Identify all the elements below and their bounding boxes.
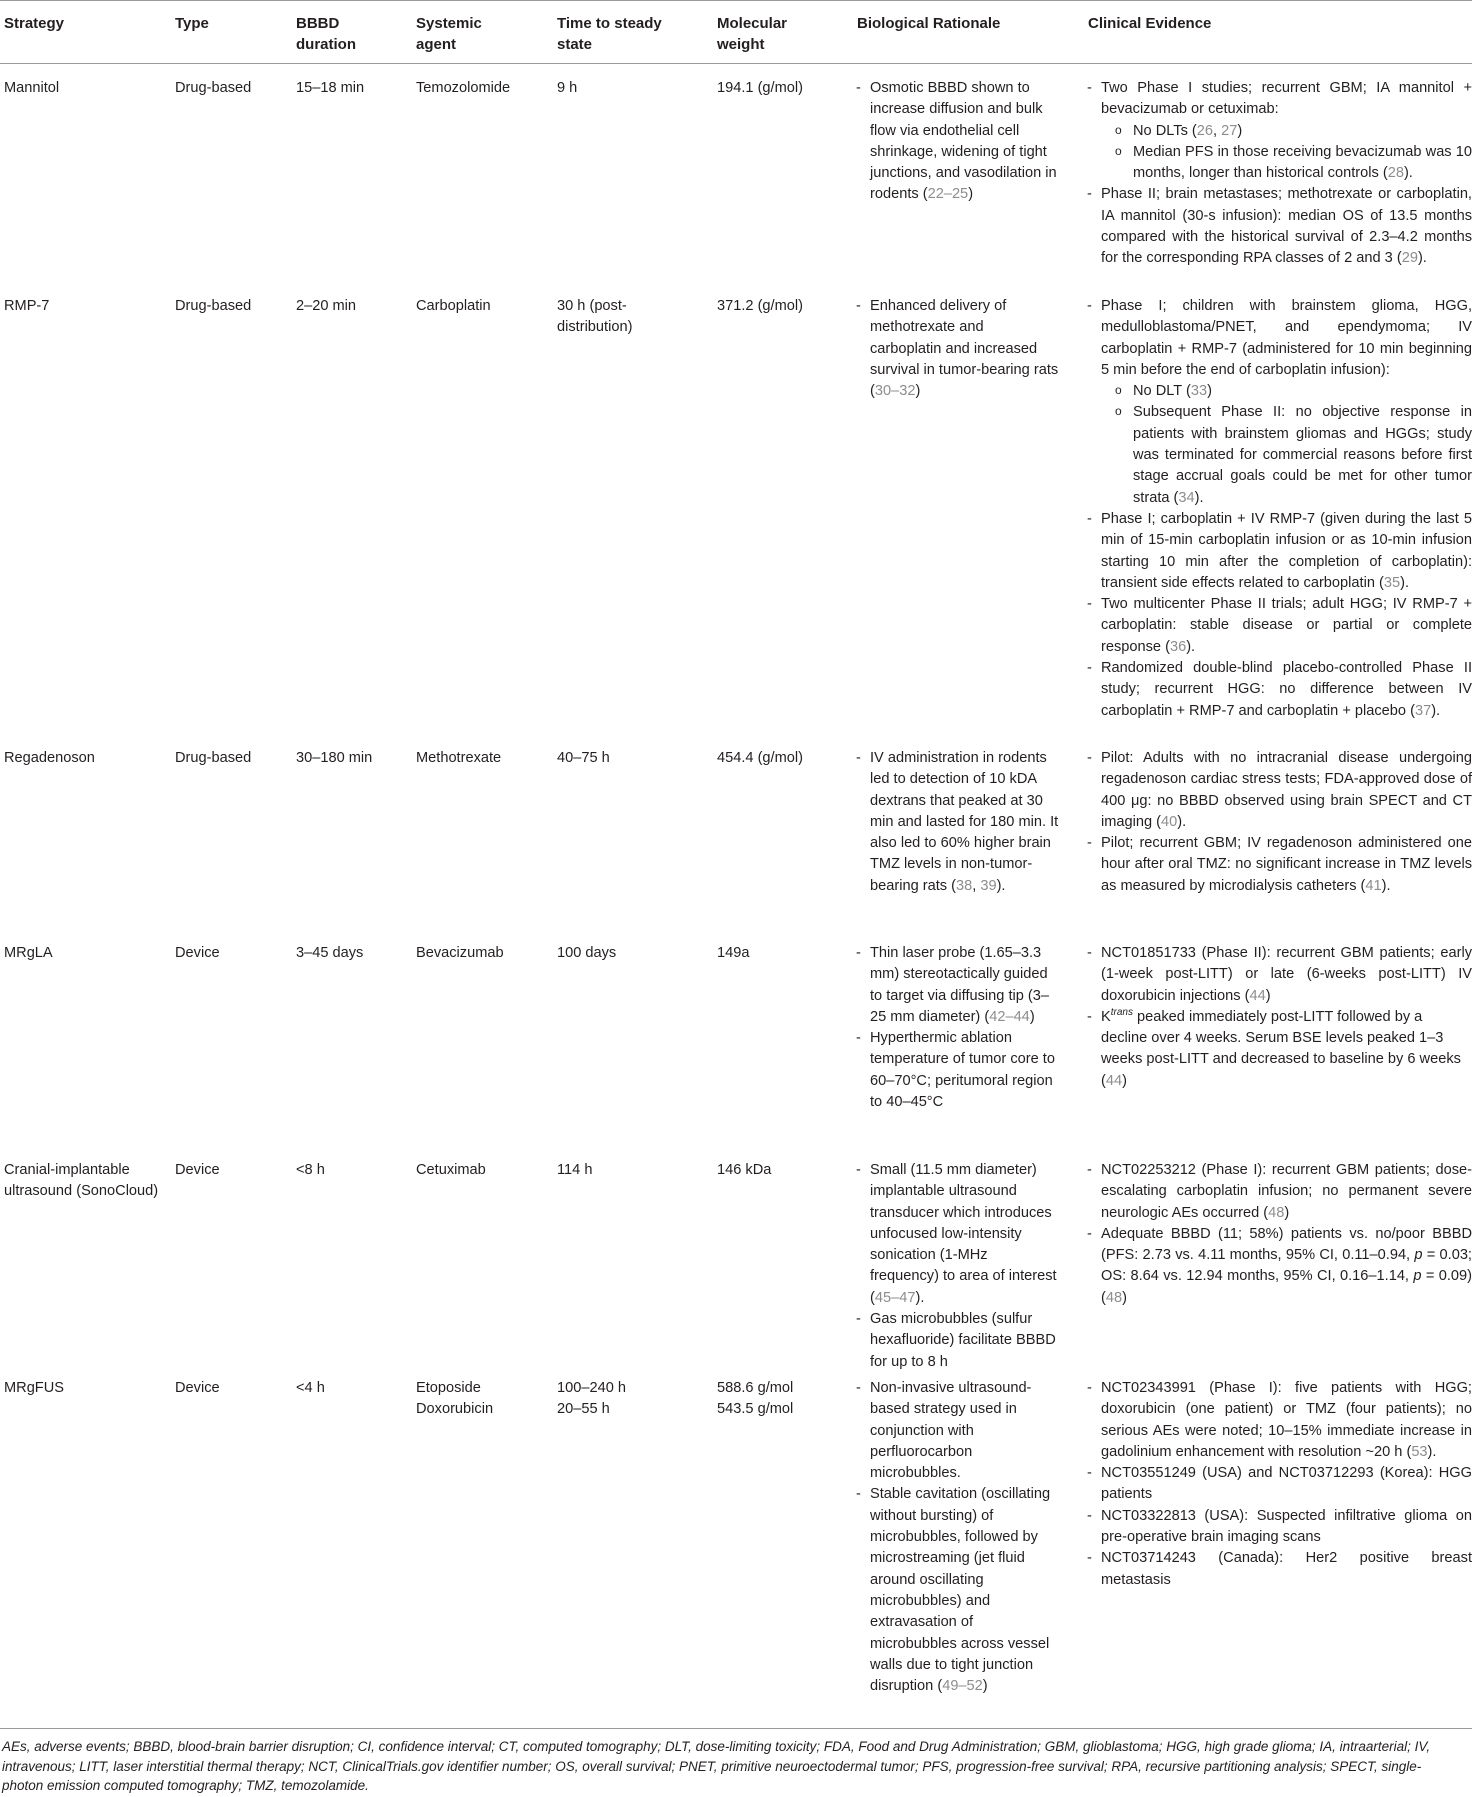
cell-steady-state: 30 h (post-distribution) — [557, 298, 633, 336]
cell-systemic-agent: Methotrexate — [416, 750, 502, 766]
evidence-item: - Two Phase I studies; recurrent GBM; IA mannitol + bevacizumab or cetuximab: o No DLTs (26, 27) o Median PFS in those receiving bevacizumab was 10 months, longer than historical controls (28). — [1085, 78, 1472, 184]
cell-bbbd-duration: 2–20 min — [296, 298, 357, 314]
header-systemic-agent: Systemic agent — [416, 15, 482, 53]
cell-steady-state: 100–240 h 20–55 h — [557, 1380, 626, 1418]
cell-type: Device — [175, 945, 220, 961]
rationale-item: - Stable cavitation (oscillating without bursting) of microbubbles, followed by microstreaming (jet fluid around oscillating microbubbles) and extravasation of microbubbles across vessel walls due to tight junction disruption (49–52) — [854, 1484, 1059, 1697]
cell-type: Drug-based — [175, 750, 252, 766]
cell-type: Drug-based — [175, 80, 252, 96]
evidence-subitem: o Median PFS in those receiving bevacizumab was 10 months, longer than historical controls (28). — [1101, 142, 1472, 185]
evidence-item: - Phase II; brain metastases; methotrexate or carboplatin, IA mannitol (30-s infusion): median OS of 13.5 months compared with the historical survival of 2.3–4.2 months for the corresponding RPA classes of 2 and 3 (29). — [1085, 184, 1472, 269]
rationale-item: - Gas microbubbles (sulfur hexafluoride) facilitate BBBD for up to 8 h — [854, 1309, 1059, 1373]
cell-molecular-weight: 149a — [717, 945, 750, 961]
cell-rationale — [854, 296, 1059, 402]
evidence-item: - Pilot: Adults with no intracranial disease undergoing regadenoson cardiac stress tests; FDA-approved dose of 400 μg: no BBBD observed using brain SPECT and CT imaging (40). — [1085, 748, 1472, 833]
footnote-divider — [0, 1728, 1472, 1729]
cell-systemic-agent: Carboplatin — [416, 298, 491, 314]
table-header — [0, 0, 1472, 64]
evidence-item: - Phase I; carboplatin + IV RMP-7 (given during the last 5 min of 15-min carboplatin infusion or as 10-min infusion starting 10 min after the completion of carboplatin): transient side effects related to carboplatin (35). — [1085, 509, 1472, 594]
cell-molecular-weight: 371.2 (g/mol) — [717, 298, 803, 314]
cell-bbbd-duration: 30–180 min — [296, 750, 373, 766]
cell-systemic-agent: Temozolomide — [416, 80, 511, 96]
evidence-item: - NCT02343991 (Phase I): five patients with HGG; doxorubicin (one patient) or TMZ (four patients); no serious AEs were noted; 10–15% immediate increase in gadolinium enhancement with resolution ~20 h (53). — [1085, 1378, 1472, 1463]
cell-systemic-agent: Cetuximab — [416, 1162, 486, 1178]
cell-evidence — [1085, 943, 1472, 1092]
cell-strategy: Regadenoson — [4, 750, 95, 766]
rationale-item: - Small (11.5 mm diameter) implantable ultrasound transducer which introduces unfocused low-intensity sonication (1-MHz frequency) to area of interest (45–47). — [854, 1160, 1059, 1309]
evidence-subitem: o Subsequent Phase II: no objective response in patients with brainstem gliomas and HGGs; study was terminated for commercial reasons before first stage accrual goals could be met for other tumor strata (34). — [1101, 402, 1472, 508]
cell-systemic-agent: Bevacizumab — [416, 945, 504, 961]
cell-rationale — [854, 943, 1059, 1113]
rationale-item: - Hyperthermic ablation temperature of tumor core to 60–70°C; peritumoral region to 40–45°C — [854, 1028, 1059, 1113]
cell-strategy: MRgLA — [4, 945, 53, 961]
evidence-subitem: o No DLTs (26, 27) — [1101, 121, 1472, 142]
cell-rationale — [854, 1160, 1059, 1373]
cell-evidence — [1085, 1378, 1472, 1591]
cell-bbbd-duration: 15–18 min — [296, 80, 365, 96]
header-bbbd-duration: BBBD duration — [296, 15, 356, 53]
evidence-item: - Randomized double-blind placebo-controlled Phase II study; recurrent HGG: no difference between IV carboplatin + RMP-7 and carboplatin + placebo (37). — [1085, 658, 1472, 722]
header-clinical-evidence: Clinical Evidence — [1088, 15, 1212, 32]
cell-molecular-weight: 146 kDa — [717, 1162, 772, 1178]
cell-evidence — [1085, 78, 1472, 270]
cell-molecular-weight: 454.4 (g/mol) — [717, 750, 803, 766]
cell-steady-state: 114 h — [557, 1162, 593, 1178]
rationale-item: - IV administration in rodents led to detection of 10 kDA dextrans that peaked at 30 min and lasted for 180 min. It also led to 60% higher brain TMZ levels in non-tumor-bearing rats (38, 39). — [854, 748, 1059, 897]
cell-rationale — [854, 748, 1059, 897]
cell-steady-state: 40–75 h — [557, 750, 610, 766]
cell-strategy: Mannitol — [4, 80, 60, 96]
evidence-item: - Adequate BBBD (11; 58%) patients vs. no/poor BBBD (PFS: 2.73 vs. 4.11 months, 95% CI, 0.11–0.94, p = 0.03; OS: 8.64 vs. 12.94 months, 95% CI, 0.16–1.14, p = 0.09) (48) — [1085, 1224, 1472, 1309]
cell-evidence — [1085, 748, 1472, 897]
rationale-item: - Enhanced delivery of methotrexate and carboplatin and increased survival in tumor-bearing rats (30–32) — [854, 296, 1059, 402]
cell-rationale — [854, 1378, 1059, 1697]
cell-bbbd-duration: 3–45 days — [296, 945, 364, 961]
header-strategy: Strategy — [4, 15, 65, 32]
cell-systemic-agent: Etoposide Doxorubicin — [416, 1380, 494, 1418]
evidence-item: - Phase I; children with brainstem glioma, HGG, medulloblastoma/PNET, and ependymoma; IV carboplatin + RMP-7 (administered for 10 min beginning 5 min before the end of carboplatin infusion): o No DLT (33) o Subsequent Phase II: no objective response in patients with brainstem gliomas and HGGs; study was terminated for commercial reasons before first stage accrual goals could be met for other tumor strata (34). — [1085, 296, 1472, 509]
cell-molecular-weight: 194.1 (g/mol) — [717, 80, 803, 96]
cell-steady-state: 9 h — [557, 80, 578, 96]
evidence-item: - Two multicenter Phase II trials; adult HGG; IV RMP-7 + carboplatin: stable disease or partial or complete response (36). — [1085, 594, 1472, 658]
evidence-subitem: o No DLT (33) — [1101, 381, 1472, 402]
cell-type: Device — [175, 1380, 220, 1396]
cell-bbbd-duration: <8 h — [296, 1162, 325, 1178]
header-molecular-weight: Molecular weight — [717, 15, 788, 53]
rationale-item: - Non-invasive ultrasound-based strategy used in conjunction with perfluorocarbon microbubbles. — [854, 1378, 1059, 1484]
cell-type: Drug-based — [175, 298, 252, 314]
cell-evidence — [1085, 296, 1472, 722]
cell-type: Device — [175, 1162, 220, 1178]
header-time-to-steady-state: Time to steady state — [557, 15, 662, 53]
cell-strategy: MRgFUS — [4, 1380, 64, 1396]
cell-molecular-weight: 588.6 g/mol 543.5 g/mol — [717, 1380, 794, 1418]
cell-evidence — [1085, 1160, 1472, 1309]
evidence-item: - NCT02253212 (Phase I): recurrent GBM patients; dose-escalating carboplatin infusion; no permanent severe neurologic AEs occurred (48) — [1085, 1160, 1472, 1224]
evidence-item: - $K^{trans}$ peaked immediately post-LITT followed by a decline over 4 weeks. Serum BSE levels peaked 1–3 weeks post-LITT and decreased to baseline by 6 weeks (44) — [1085, 1007, 1472, 1092]
evidence-item: - NCT01851733 (Phase II): recurrent GBM patients; early (1-week post-LITT) or late (6-weeks post-LITT) IV doxorubicin injections (44) — [1085, 943, 1472, 1007]
evidence-item: - NCT03322813 (USA): Suspected infiltrative glioma on pre-operative brain imaging scans — [1085, 1506, 1472, 1549]
header-type: Type — [175, 15, 209, 32]
header-biological-rationale: Biological Rationale — [857, 15, 1001, 32]
evidence-item: - Pilot; recurrent GBM; IV regadenoson administered one hour after oral TMZ: no significant increase in TMZ levels as measured by microdialysis catheters (41). — [1085, 833, 1472, 897]
table-footnote: AEs, adverse events; BBBD, blood-brain barrier disruption; CI, confidence interval; CT, computed tomography; DLT, dose-limiting toxicity; FDA, Food and Drug Administration; GBM, glioblastoma; HGG, high grade glioma; IA, intraarterial; IV, intravenous; LITT, laser interstitial thermal therapy; NCT, ClinicalTrials.gov identifier number; OS, overall survival; PNET, primitive neuroectodermal tumor; PFS, progression-free survival; RPA, recursive partitioning analysis; SPECT, single-photon emission computed tomography; TMZ, temozolamide. — [2, 1739, 1431, 1793]
cell-strategy: RMP-7 — [4, 298, 50, 314]
evidence-item: - NCT03551249 (USA) and NCT03712293 (Korea): HGG patients — [1085, 1463, 1472, 1506]
cell-steady-state: 100 days — [557, 945, 617, 961]
rationale-item: - Osmotic BBBD shown to increase diffusion and bulk flow via endothelial cell shrinkage, widening of tight junctions, and vasodilation in rodents (22–25) — [854, 78, 1059, 206]
rationale-item: - Thin laser probe (1.65–3.3 mm) stereotactically guided to target via diffusing tip (3–25 mm diameter) (42–44) — [854, 943, 1059, 1028]
cell-rationale — [854, 78, 1059, 206]
evidence-item: - NCT03714243 (Canada): Her2 positive breast metastasis — [1085, 1548, 1472, 1591]
cell-strategy: Cranial-implantable ultrasound (SonoCloud) — [4, 1162, 159, 1200]
cell-bbbd-duration: <4 h — [296, 1380, 325, 1396]
